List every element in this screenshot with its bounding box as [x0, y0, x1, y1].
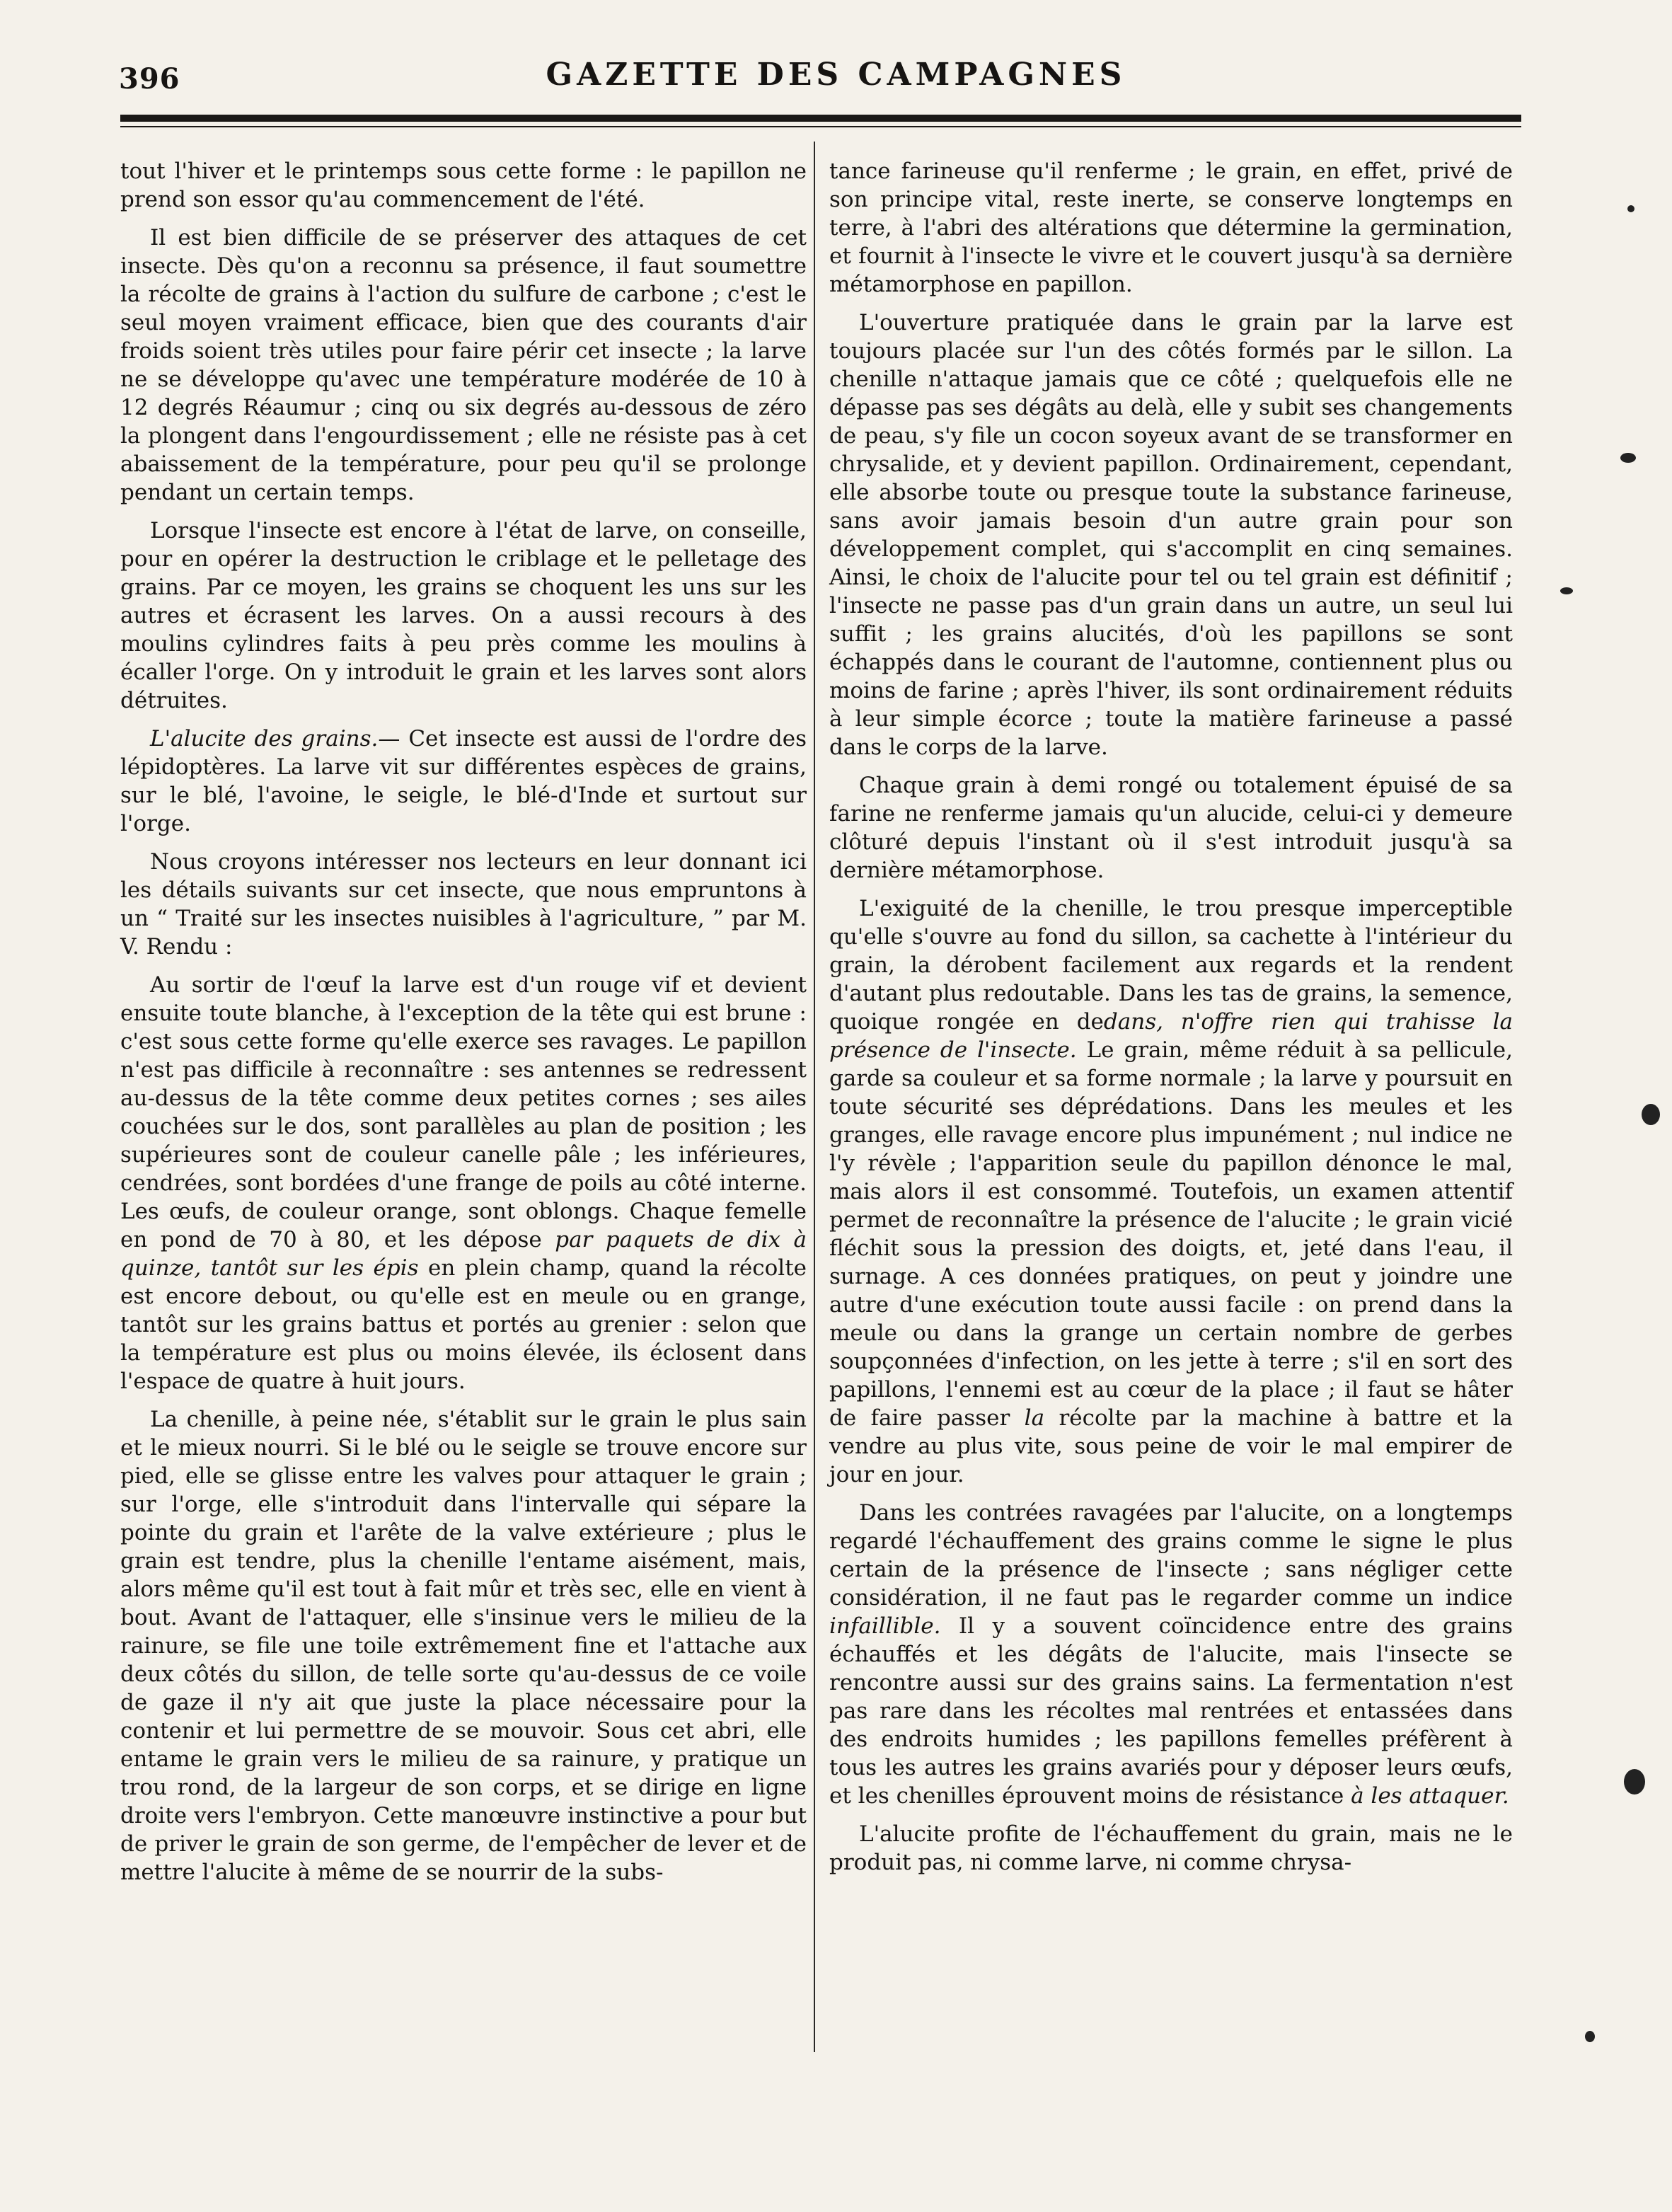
ink-speck	[1585, 2031, 1595, 2042]
ink-speck	[1624, 1769, 1645, 1795]
column-right	[829, 157, 1513, 1886]
paragraph-text: Il y a souvent coïncidence entre des grains échauffés et les dégâts de l'alucite, mais l'insecte se rencontre aussi sur des grains sains. La fermentation n'est pas rare dans les récoltes mal rentrées et entassées dans des endroits humides ; les papillons femelles préfèrent à tous les autres les grains avariés pour y déposer leurs œufs, et les chenilles éprouvent moins de résistance	[829, 1613, 1513, 1809]
ink-speck	[1627, 205, 1634, 212]
paragraph: Lorsque l'insecte est encore à l'état de larve, on conseille, pour en opérer la destruction le criblage et le pelletage des grains. Par ce moyen, les grains se choquent les uns sur les autres et écrasent les larves. On a aussi recours à des moulins cylindres faits à peu près comme les moulins à écaller l'orge. On y introduit le grain et les larves sont alors détruites.	[120, 518, 807, 713]
header-rule-thin	[120, 126, 1521, 127]
italic-text: la	[1024, 1405, 1045, 1431]
paragraph: La chenille, à peine née, s'établit sur le grain le plus sain et le mieux nourri. Si le blé ou le seigle se trouve encore sur pied, elle se glisse entre les valves pour attaquer le grain ; sur l'orge, elle s'introduit dans l'intervalle qui sépare la pointe du grain et l'arête de la valve extérieure ; plus le grain est tendre, plus la chenille l'entame aisément, mais, alors même qu'il est tout à fait mûr et très sec, elle en vient à bout. Avant de l'attaquer, elle s'insinue vers le milieu de la rainure, se file une toile extrêmement fine et l'attache aux deux côtés du sillon, de telle sorte qu'au-dessus de ce voile de gaze il n'y ait que juste la place nécessaire pour la contenir et lui permettre de se mouvoir. Sous cet abri, elle entame le grain vers le milieu de sa rainure, y pratique un trou rond, de la largeur de son corps, et se dirige en ligne droite vers l'embryon. Cette manœuvre instinctive a pour but de priver le grain de son germe, de l'empêcher de lever et de mettre l'alucite à même de se nourrir de la subs-	[120, 1407, 807, 1885]
paragraph-text: L'exiguité de la chenille, le trou presque imperceptible qu'elle s'ouvre au fond du sillon, sa cachette à l'intérieur du grain, la dérobent facilement aux regards et la rendent d'autant plus redoutable. Dans les tas de grains, la semence, quoique rongée en de	[829, 896, 1513, 1035]
italic-text: infaillible.	[829, 1613, 941, 1639]
paragraph: Nous croyons intéresser nos lecteurs en leur donnant ici les détails suivants sur cet insecte, que nous empruntons à un “ Traité sur les insectes nuisibles à l'agriculture, ” par M. V. Rendu :	[120, 849, 807, 960]
paragraph: tout l'hiver et le printemps sous cette forme : le papillon ne prend son essor qu'au commencement de l'été.	[120, 159, 807, 212]
paragraph: Chaque grain à demi rongé ou totalement épuisé de sa farine ne renferme jamais qu'un alucide, celui-ci y demeure clôturé depuis l'instant où il s'est introduit jusqu'à sa dernière métamorphose.	[829, 773, 1513, 883]
paragraph: L'ouverture pratiquée dans le grain par la larve est toujours placée sur l'un des côtés formés par le sillon. La chenille n'attaque jamais que ce côté ; quelquefois elle ne dépasse pas ses dégâts au delà, elle y subit ses changements de peau, s'y file un cocon soyeux avant de se transformer en chrysalide, et y devient papillon. Ordinairement, cependant, elle absorbe toute ou presque toute la substance farineuse, sans avoir jamais besoin d'un autre grain pour son développement complet, qui s'accomplit en cinq semaines. Ainsi, le choix de l'alucite pour tel ou tel grain est définitif ; l'insecte ne passe pas d'un grain dans un autre, un seul lui suffit ; les grains alucités, d'où les papillons se sont échappés dans le courant de l'automne, contiennent plus ou moins de farine ; après l'hiver, ils sont ordinairement réduits à leur simple écorce ; toute la matière farineuse a passé dans le corps de la larve.	[829, 310, 1513, 760]
paragraph	[829, 1499, 1513, 1810]
column-divider	[814, 142, 815, 2052]
section-heading: L'alucite des grains.	[150, 726, 379, 751]
paragraph-text: — Cet insecte est aussi de l'ordre des lépidoptères. La larve vit sur différentes espèces de grains, sur le blé, l'avoine, le seigle, le blé-d'Inde et surtout sur l'orge.	[120, 726, 807, 836]
column-left	[120, 157, 807, 1896]
paragraph: L'alucite profite de l'échauffement du grain, mais ne le produit pas, ni comme larve, ni comme chrysa-	[829, 1821, 1513, 1875]
ink-speck	[1560, 587, 1573, 594]
paragraph	[120, 971, 807, 1395]
paragraph-text: Le grain, même réduit à sa pellicule, garde sa couleur et sa forme normale ; la larve y poursuit en toute sécurité ses déprédations. Dans les meules et les granges, elle ravage encore plus impunément ; nul indice ne l'y révèle ; l'apparition seule du papillon dénonce le mal, mais alors il est consommé. Toutefois, un examen attentif permet de reconnaître la présence de l'alucite ; le grain vicié fléchit sous la pression des doigts, et, jeté dans l'eau, il surnage. A ces données pratiques, on peut y joindre une autre d'une exécution toute aussi facile : on prend dans la meule ou dans la grange un certain nombre de gerbes soupçonnées d'infection, on les jette à terre ; s'il en sort des papillons, l'ennemi est au cœur de la place ; il faut se hâter de faire passer	[829, 1037, 1513, 1431]
header-rule-thick	[120, 115, 1521, 122]
paragraph: Il est bien difficile de se préserver des attaques de cet insecte. Dès qu'on a reconnu sa présence, il faut soumettre la récolte de grains à l'action du sulfure de carbone ; c'est le seul moyen vraiment efficace, bien que des courants d'air froids soient très utiles pour faire périr cet insecte ; la larve ne se développe qu'avec une température modérée de 10 à 12 degrés Réaumur ; cinq ou six degrés au-dessous de zéro la plongent dans l'engourdissement ; elle ne résiste pas à cet abaissement de la température, pour peu qu'il se prolonge pendant un certain temps.	[120, 225, 807, 505]
italic-text: par paquets de dix à quinze, tantôt sur les épis	[120, 1227, 807, 1281]
page-number: 396	[119, 62, 180, 96]
italic-text: à les attaquer.	[1351, 1783, 1509, 1809]
paragraph-text: en plein champ, quand la récolte est encore debout, ou qu'elle est en meule ou en grange, tantôt sur les grains battus et portés au grenier : selon que la température est plus ou moins élevée, ils éclosent dans l'espace de quatre à huit jours.	[120, 1255, 807, 1394]
paragraph-text: Dans les contrées ravagées par l'alucite, on a longtemps regardé l'échauffement des grains comme le signe le plus certain de la présence de l'insecte ; sans négliger cette considération, il ne faut pas le regarder comme un indice	[829, 1500, 1513, 1611]
page-header-title: GAZETTE DES CAMPAGNES	[546, 57, 1126, 93]
paragraph-text: Au sortir de l'œuf la larve est d'un rouge vif et devient ensuite toute blanche, à l'exception de la tête qui est brune : c'est sous cette forme qu'elle exerce ses ravages. Le papillon n'est pas difficile à reconnaître : ses antennes se redressent au-dessus de la tête comme deux petites cornes ; ses ailes couchées sur le dos, sont parallèles au plan de position ; les supérieures sont de couleur canelle pâle ; les inférieures, cendrées, sont bordées d'une frange de poils au côté interne. Les œufs, de couleur orange, sont oblongs. Chaque femelle en pond de 70 à 80, et les dépose	[120, 972, 807, 1252]
paragraph	[120, 725, 807, 838]
ink-speck	[1620, 453, 1636, 463]
paragraph	[829, 894, 1513, 1489]
paragraph-text: récolte par la machine à battre et la vendre au plus vite, sous peine de voir le mal empirer de jour en jour.	[829, 1405, 1513, 1487]
paragraph: tance farineuse qu'il renferme ; le grain, en effet, privé de son principe vital, reste inerte, se conserve longtemps en terre, à l'abri des altérations que détermine la germination, et fournit à l'insecte le vivre et le couvert jusqu'à sa dernière métamorphose en papillon.	[829, 159, 1513, 297]
ink-speck	[1642, 1104, 1660, 1125]
italic-text: dans, n'offre rien qui trahisse la présence de l'insecte.	[829, 1009, 1513, 1063]
